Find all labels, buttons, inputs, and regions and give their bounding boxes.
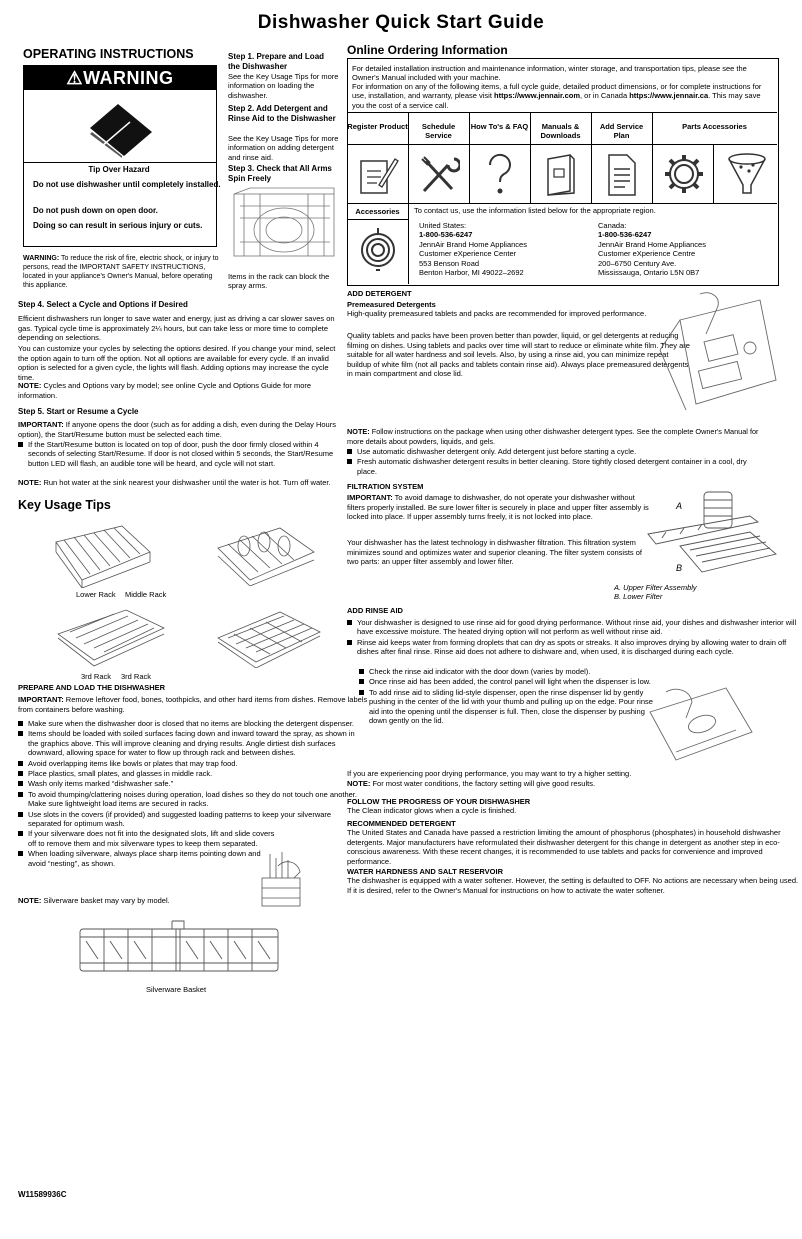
tip-line-2: Do not push down on open door. [33,206,158,215]
water-heading: WATER HARDNESS AND SALT RESERVOIR [347,867,503,876]
list-item: When loading silverware, always place sharp items pointing down and avoid “nesting”, as shown. [18,849,278,868]
register-pencil-icon [357,153,399,197]
how-tos-faq-label[interactable]: How To's & FAQ [470,122,529,131]
step5-bullets [18,440,344,469]
list-item: Check the rinse aid indicator with the door down (varies by model). [347,667,659,676]
third-rack-caption-b: 3rd Rack [121,672,152,681]
filter-legend-b: B. Lower Filter [614,592,663,601]
jennair-us-link[interactable]: https://www.jennair.com [494,91,581,101]
us-contact: United States: 1-800-536-6247 JennAir Brand Home Appliances Customer eXperience Center 553 Benson Road Benton Harbor, MI 49022–2692 [419,221,527,278]
filter-label-a: A [676,501,683,511]
progress-heading: FOLLOW THE PROGRESS OF YOUR DISHWASHER [347,797,531,806]
filtration-heading: FILTRATION SYSTEM [347,482,424,491]
progress-text: The Clean indicator glows when a cycle is finished. [347,806,517,815]
list-item: Wash only items marked “dishwasher safe.” [18,779,358,788]
step5-note: NOTE: Run hot water at the sink nearest your dishwasher until the water is hot. Turn off water. [18,478,331,487]
third-rack-illustration-a [54,606,166,668]
step3-title: Step 3. Check that All Arms Spin Freely [228,164,332,183]
detergent-p2: Quality tablets and packs have been proven better than powder, liquid, or gel detergents at reducing filming on dishes. Using tablets and packs over time will start to reduce or eliminate white film. They are suitable for all water hardness and soil levels. Also, by using a rinse aid, you can minimize repeat buildup of white film (not all packs and tablets contain rinse aid). Always place premeasured detergents in main compartment and close lid. [347,331,690,379]
prepare-important: IMPORTANT: Remove leftover food, bones, toothpicks, and other hard items from dishes. Remove labels from containers before washing. [18,695,368,714]
water-text: The dishwasher is equipped with a water softener. However, the setting is defaulted to OFF. No actions are necessary when being used. If it is desired, refer to the Owner's Manual for instructions on how to activate the water softener. [347,876,799,895]
key-usage-heading: Key Usage Tips [18,498,111,512]
middle-rack-caption: Middle Rack [125,590,167,599]
jennair-ca-link[interactable]: https://www.jennair.ca [629,91,709,101]
silverware-basket-illustration [76,917,282,983]
rinse-note: NOTE: For most water conditions, the factory setting will give good results. [347,779,596,788]
rinse-text: If you are experiencing poor drying performance, you may want to try a higher setting. [347,769,632,778]
middle-rack-illustration [214,524,318,586]
step2-text: See the Key Usage Tips for more information on adding detergent and rinse aid. [228,134,339,162]
tip-line-3: Doing so can result in serious injury or cuts. [33,221,203,230]
step4-title: Step 4. Select a Cycle and Options if Desired [18,300,188,309]
warning-box [23,65,217,247]
tip-line-1: Do not use dishwasher until completely installed. [33,180,221,189]
contact-text: To contact us, use the information listed below for the appropriate region. [414,206,656,215]
parts-accessories-label[interactable]: Parts Accessories [682,122,747,131]
detergent-note: NOTE: Follow instructions on the package when using other dishwasher detergent types. See the complete Owner's Manual for more details about powders, liquids, and gels. [347,427,759,446]
recommended-text: The United States and Canada have passed a restriction limiting the amount of phosphorus (phosphates) in household dishwasher detergents. Major manufacturers have reformulated their dishwasher detergent for this change in detergent as another step in eco-conscious awareness. With these recent changes, it is recommended to use tablets and packs for convenience and improved performance. [347,828,781,866]
step4-note: NOTE: Cycles and Options vary by model; see online Cycle and Options Guide for more information. [18,381,312,400]
spray-arm-illustration [230,186,340,268]
detergent-heading: ADD DETERGENT [347,289,412,298]
warning-statement: WARNING: To reduce the risk of fire, electric shock, or injury to persons, read the IMPORTANT SAFETY INSTRUCTIONS, located in your appliance's Owner's Manual, before operating this appliance. [23,255,219,289]
rinse-sub-bullets [347,667,659,726]
rinse-aid-dispenser-illustration [646,682,756,766]
list-item: Place plastics, small plates, and glasses in middle rack. [18,769,358,778]
online-intro-2: For information on any of the following items, a full cycle guide, detailed product dimensions, or for complete instructions for use, installation, and warranty, please visit https://www.jennair.com, or in Canada https://www.jennair.ca. This may save you the cost of a service call. [352,82,762,110]
step1-text: See the Key Usage Tips for more information on loading the dishwasher. [228,72,339,100]
question-mark-icon [479,151,521,197]
silverware-basket-caption: Silverware Basket [146,985,207,994]
rinse-bullets [347,618,799,658]
list-item: Make sure when the dishwasher door is closed that no items are blocking the detergent dispenser. [18,719,358,728]
step1-title: Step 1. Prepare and Load the Dishwasher [228,52,325,71]
recommended-heading: RECOMMENDED DETERGENT [347,819,456,828]
list-item: Once rinse aid has been added, the control panel will light when the dispenser is low. [347,677,659,686]
filtration-important: IMPORTANT: To avoid damage to dishwasher, do not operate your dishwasher without filters properly installed. Be sure lower filter is securely in place and upper filter assembly is locked into place. If upper assembly turns freely, it is not locked into place. [347,493,649,522]
warning-banner: ⚠WARNING [24,66,216,90]
silverware-note: NOTE: Silverware basket may vary by model. [18,896,170,905]
tip-over-heading: Tip Over Hazard [88,165,150,174]
list-item: Fresh automatic dishwasher detergent results in better cleaning. Store tightly closed detergent container in a cool, dry place. [347,457,767,476]
list-item: Use slots in the covers (if provided) and suggested loading patterns to keep your silverware separated for optimum wash. [18,810,358,829]
detergent-p1: High-quality premeasured tablets and packs are recommended for improved performance. [347,309,647,318]
rinse-heading: ADD RINSE AID [347,606,403,615]
services-row [347,112,777,204]
prepare-heading: PREPARE AND LOAD THE DISHWASHER [18,683,166,692]
manuals-downloads-label[interactable]: Manuals & Downloads [540,122,581,140]
document-icon [601,153,643,197]
prepare-bullets [18,719,358,869]
operating-heading: OPERATING INSTRUCTIONS [23,47,194,61]
detergent-bullets [347,447,767,477]
list-item: To avoid thumping/clattering noises during operation, load dishes so they do not touch one another. Make sure lightweight load items are secured in racks. [18,790,358,809]
third-rack-illustration-b [214,608,322,668]
list-item: Your dishwasher is designed to use rinse aid for good drying performance. Without rinse aid, your dishes and dishwasher interior will have excessive moisture. The heated drying option will not perform as well without rinse aid. [347,618,799,637]
part-number: W11589936C [18,1190,67,1199]
tip-over-icon [82,98,158,158]
accessories-cell [347,202,409,284]
list-item: Rinse aid keeps water from forming droplets that can dry as spots or streaks. It also improves drying by allowing water to drain off dishes after final rinse. Rinse aid does not adhere to dishware and, when used, it is discharged during each cycle. [347,638,799,657]
add-service-plan-label[interactable]: Add Service Plan [599,122,644,140]
accessories-label[interactable]: Accessories [347,202,408,220]
list-item: To add rinse aid to sliding lid-style dispenser, open the rinse dispenser lid by gently pushing in the center of the lid with your thumb and pulling up on the edge. Pour rinse aid into the opening until the dispenser is full. Then, close the dispenser by pushing down gently on the lid. [347,688,659,726]
list-item: If the Start/Resume button is located on top of door, push the door firmly closed within 4 seconds of selecting Start/Resume. If door is not closed within 5 seconds, the Start/Resume button LED will flash, an audible tone will be heard, and cycle will not start. [18,440,344,468]
filtration-text: Your dishwasher has the latest technology in dishwasher filtration. This filtration system minimizes sound and optimizes water and superior cleaning. The filter system consists of two parts: an upper filter assembly and lower filter. [347,538,642,567]
hose-coil-icon [357,226,399,274]
step4-p2: You can customize your cycles by selecting the options desired. If you change your mind, select the option again to turn off the option. Not all options are available for every cycle. If an invalid option is selected for a given cycle, the lights will flash. Adding options may increase the cycle time. [18,344,336,382]
hand-silverware-illustration [258,848,304,908]
step5-title: Step 5. Start or Resume a Cycle [18,407,139,416]
register-product-label[interactable]: Register Product [347,122,408,131]
lower-rack-illustration [52,522,152,588]
filter-assembly-illustration [640,488,780,574]
filter-label-b: B [676,563,683,573]
lower-rack-caption: Lower Rack [76,590,116,599]
funnel-icon [725,151,769,197]
step3-text: Items in the rack can block the spray arms. [228,272,330,291]
canada-contact: Canada: 1-800-536-6247 JennAir Brand Home Appliances Customer eXperience Centre 200–6750 Century Ave. Mississauga, Ontario L5N 0B7 [598,221,706,278]
step4-p1: Efficient dishwashers run longer to save water and energy, just as driving a car slower saves on gas. Typical cycle time is approximately 2¼ hours, but can take less or more time to complete depending on selections. [18,314,335,343]
detergent-sub: Premeasured Detergents [347,300,436,309]
gear-icon [662,152,706,196]
manual-book-icon [540,153,582,197]
filter-legend-a: A. Upper Filter Assembly [614,583,697,592]
detergent-dispenser-illustration [640,290,778,418]
step5-important: IMPORTANT: If anyone opens the door (such as for adding a dish, even during the Delay Hours option), the Start/Resume button must be selected each time. [18,420,336,439]
online-heading: Online Ordering Information [347,43,508,57]
online-intro-1: For detailed installation instruction and maintenance information, winter storage, and transportation tips, please see the Owner's Manual included with your machine. [352,64,747,83]
tools-icon [418,153,460,197]
list-item: Use automatic dishwasher detergent only. Add detergent just before starting a cycle. [347,447,767,456]
warning-triangle-icon: ⚠ [66,68,84,88]
step2-title: Step 2. Add Detergent and Rinse Aid to the Dishwasher [228,104,336,123]
list-item: If your silverware does not fit into the designated slots, lift and slide covers off to remove them and mix silverware types to keep them separated. [18,829,278,848]
list-item: Avoid overlapping items like bowls or plates that may trap food. [18,759,358,768]
third-rack-caption-a: 3rd Rack [81,672,112,681]
schedule-service-label[interactable]: Schedule Service [421,122,456,140]
page-title: Dishwasher Quick Start Guide [257,12,545,33]
list-item: Items should be loaded with soiled surfaces facing down and inward toward the spray, as shown in the graphics above. This will improve cleaning and drying results. Angle dirtiest dish surfaces downward, allowing space for water to flow up through rack and between dishes. [18,729,358,757]
